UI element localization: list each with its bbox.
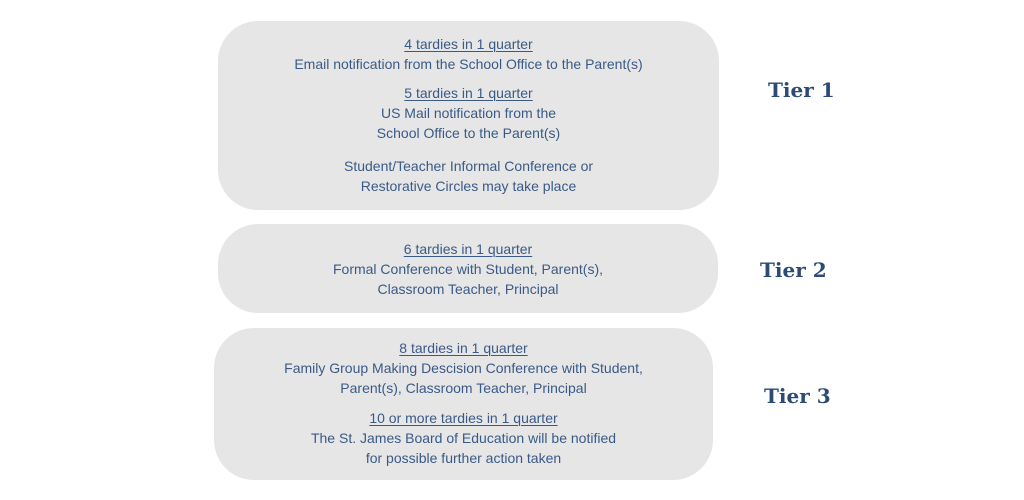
tier-1-panel bbox=[218, 21, 719, 210]
tier-1-block-4-tardies bbox=[218, 34, 719, 74]
block-line: Formal Conference with Student, Parent(s), bbox=[332, 261, 603, 277]
block-line: The St. James Board of Education will be notified bbox=[310, 430, 617, 446]
tier-2-panel bbox=[218, 224, 718, 313]
block-line: School Office to the Parent(s) bbox=[376, 125, 561, 141]
tier-3-block-8-tardies bbox=[214, 338, 713, 398]
block-heading: 8 tardies in 1 quarter bbox=[399, 340, 528, 356]
block-heading: 10 or more tardies in 1 quarter bbox=[369, 410, 558, 426]
block-line: Family Group Making Descision Conference with Student, bbox=[284, 360, 643, 376]
block-line: Student/Teacher Informal Conference or bbox=[343, 158, 594, 174]
tier-1-block-5-tardies bbox=[218, 83, 719, 143]
tier-1-block-informal-conference bbox=[218, 156, 719, 196]
block-line: Restorative Circles may take place bbox=[360, 178, 577, 194]
block-heading: 6 tardies in 1 quarter bbox=[403, 241, 533, 257]
block-line: Parent(s), Classroom Teacher, Principal bbox=[340, 380, 587, 396]
block-line: Email notification from the School Office to the Parent(s) bbox=[294, 56, 643, 72]
block-line: Classroom Teacher, Principal bbox=[377, 281, 559, 297]
tier-3-block-10-tardies bbox=[214, 408, 713, 468]
block-heading: 4 tardies in 1 quarter bbox=[404, 36, 533, 52]
tier-1-label: Tier 1 bbox=[768, 78, 835, 102]
tier-2-label: Tier 2 bbox=[760, 258, 827, 282]
block-line: US Mail notification from the bbox=[380, 105, 557, 121]
tier-2-block-6-tardies bbox=[218, 239, 718, 299]
block-line: for possible further action taken bbox=[365, 450, 562, 466]
block-heading: 5 tardies in 1 quarter bbox=[404, 85, 533, 101]
tier-3-panel bbox=[214, 328, 713, 480]
tier-3-label: Tier 3 bbox=[764, 384, 831, 408]
